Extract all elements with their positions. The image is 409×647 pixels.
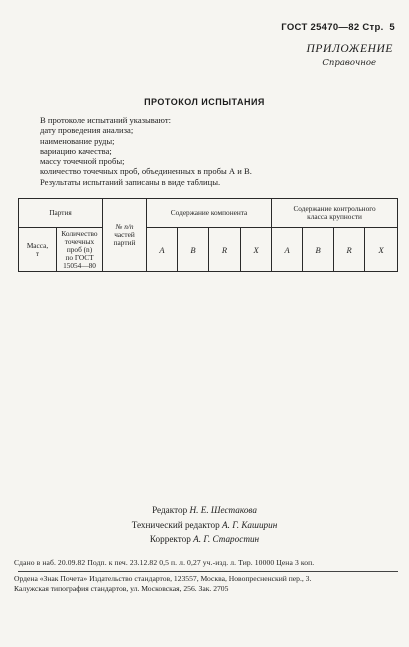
component-col-x: X bbox=[241, 228, 272, 272]
appendix-title: ПРИЛОЖЕНИЕ bbox=[306, 43, 393, 55]
intro-line: вариацию качества; bbox=[40, 145, 112, 156]
publisher-line: Ордена «Знак Почета» Издательство стандартов, 123557, Москва, Новопресненский пер., 3. bbox=[14, 574, 312, 583]
page-header bbox=[281, 22, 395, 33]
corrector-label: Корректор bbox=[149, 534, 191, 544]
count-header-line: 15054—80 bbox=[63, 260, 96, 270]
count-header-line: по ГОСТ bbox=[65, 252, 94, 262]
editor-name: Н. Е. Шестакова bbox=[189, 505, 257, 515]
number-header-line: № п/п bbox=[115, 222, 134, 231]
count-header-line: точечных bbox=[64, 236, 95, 246]
class-col-x: X bbox=[365, 228, 398, 272]
party-header: Партия bbox=[19, 199, 103, 228]
count-header-line: проб (n) bbox=[66, 244, 93, 254]
corrector-line bbox=[0, 532, 409, 547]
number-header-line: партий bbox=[113, 238, 136, 247]
intro-line: количество точечных проб, объединенных в пробы А и В. bbox=[40, 166, 252, 177]
intro-line: дату проведения анализа; bbox=[40, 125, 134, 136]
intro-line: Результаты испытаний записаны в виде таблицы. bbox=[40, 176, 221, 187]
editors-block bbox=[0, 503, 409, 547]
class-col-b: B bbox=[303, 228, 334, 272]
class-header bbox=[272, 199, 398, 228]
corrector-name: А. Г. Старостин bbox=[193, 534, 260, 544]
tech-editor-line bbox=[0, 518, 409, 533]
class-header-line: Содержание контрольного bbox=[293, 204, 376, 213]
number-header-line: частей bbox=[114, 230, 135, 239]
intro-line: В протоколе испытаний указывают: bbox=[40, 115, 172, 125]
tech-editor-name: А. Г. Каширин bbox=[221, 519, 278, 530]
appendix-subtitle: Справочное bbox=[322, 58, 376, 68]
publisher-line: Калужская типография стандартов, ул. Московская, 256. Зак. 2705 bbox=[14, 584, 229, 593]
class-header-line: класса крупности bbox=[307, 212, 362, 221]
tech-editor-label: Технический редактор bbox=[131, 519, 220, 530]
component-header: Содержание компонента bbox=[147, 199, 272, 228]
mass-header bbox=[19, 228, 57, 272]
print-details: Сдано в наб. 20.09.82 Подп. к печ. 23.12.82 0,5 п. л. 0,27 уч.-изд. л. Тир. 10000 Цена 3 коп. bbox=[14, 558, 315, 567]
mass-header-line: Масса, bbox=[26, 240, 49, 250]
page-number: 5 bbox=[389, 22, 395, 33]
intro-line: массу точечной пробы; bbox=[40, 156, 125, 167]
intro-line: наименование руды; bbox=[40, 135, 115, 146]
intro-text bbox=[40, 115, 252, 187]
class-col-a: A bbox=[272, 228, 303, 272]
mass-header-line: т bbox=[35, 248, 40, 258]
footer-divider bbox=[18, 571, 398, 572]
page-label: Стр. bbox=[362, 22, 384, 33]
component-col-a: A bbox=[147, 228, 178, 272]
document-title: ПРОТОКОЛ ИСПЫТАНИЯ bbox=[144, 97, 265, 107]
component-col-r: R bbox=[209, 228, 241, 272]
number-header bbox=[103, 199, 147, 272]
publisher-info bbox=[14, 574, 311, 594]
class-col-r: R bbox=[334, 228, 365, 272]
count-header-line: Количество bbox=[61, 228, 98, 238]
standard-number: ГОСТ 25470—82 bbox=[281, 22, 360, 33]
component-col-b: B bbox=[178, 228, 209, 272]
editor-line bbox=[0, 503, 409, 518]
count-header bbox=[57, 228, 103, 272]
results-table bbox=[18, 198, 398, 272]
editor-label: Редактор bbox=[152, 505, 188, 515]
